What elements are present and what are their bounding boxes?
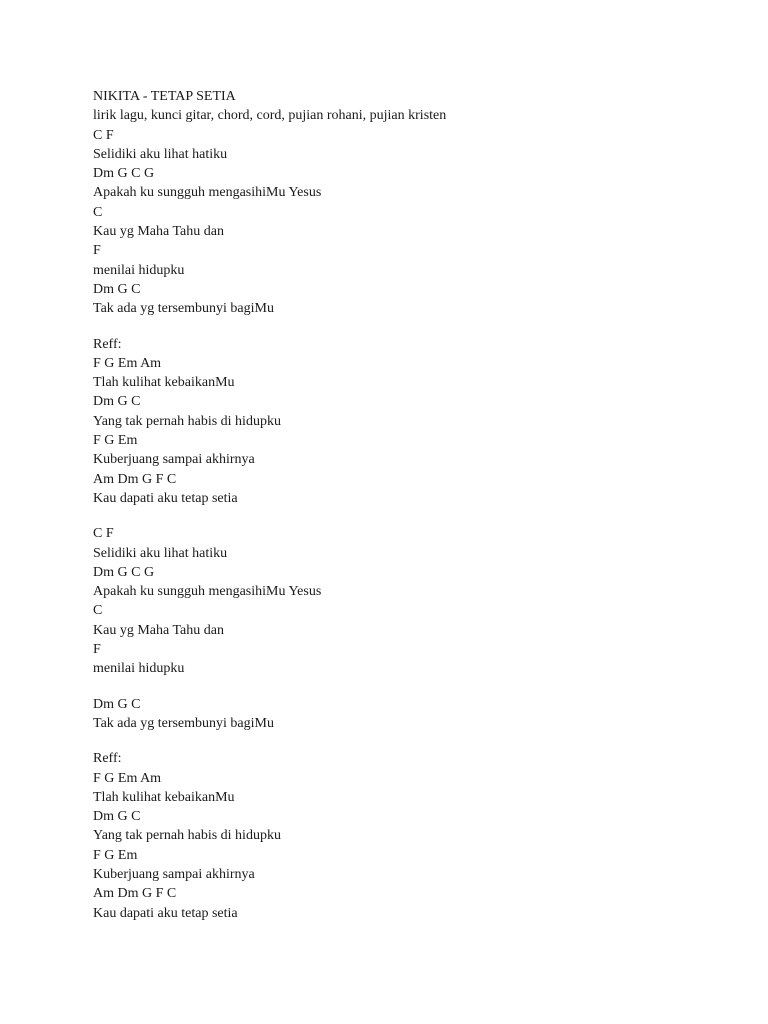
spacer (93, 733, 748, 749)
chord-line: F G Em Am (93, 770, 162, 786)
lyric-line: Kuberjuang sampai akhirnya (93, 452, 255, 468)
chord-line: Dm G C G (93, 564, 155, 580)
verse-1 (93, 126, 748, 319)
document-page (93, 87, 748, 923)
spacer (93, 679, 748, 695)
lyric-line: Selidiki aku lihat hatiku (93, 146, 228, 162)
chord-line: F G Em Am (93, 355, 162, 371)
chord-line: F (93, 243, 101, 259)
chord-line: Dm G C (93, 281, 141, 297)
chord-line: Am Dm G F C (93, 886, 177, 902)
song-title: NIKITA - TETAP SETIA (93, 89, 236, 104)
chord-line: Dm G C (93, 809, 141, 825)
chord-line: Dm G C (93, 394, 141, 410)
lyric-line: Tak ada yg tersembunyi bagiMu (93, 715, 274, 731)
lyric-line: Tlah kulihat kebaikanMu (93, 375, 235, 391)
chord-line: C F (93, 526, 114, 542)
verse-2-end (93, 695, 748, 734)
chord-line: Am Dm G F C (93, 471, 177, 487)
verse-2 (93, 524, 748, 678)
spacer (93, 319, 748, 335)
lyric-line: Apakah ku sungguh mengasihiMu Yesus (93, 185, 322, 201)
section-label: Reff: (93, 336, 122, 352)
lyric-line: Kau yg Maha Tahu dan (93, 622, 224, 638)
reff-1 (93, 335, 748, 509)
lyric-line: Kau dapati aku tetap setia (93, 905, 238, 921)
lyric-line: Tlah kulihat kebaikanMu (93, 789, 235, 805)
chord-line: F (93, 642, 101, 658)
lyric-line: Selidiki aku lihat hatiku (93, 545, 228, 561)
chord-line: Dm G C G (93, 166, 155, 182)
spacer (93, 508, 748, 524)
lyric-line: Kau yg Maha Tahu dan (93, 224, 224, 240)
song-subtitle: lirik lagu, kunci gitar, chord, cord, pujian rohani, pujian kristen (93, 108, 447, 124)
chord-line: Dm G C (93, 696, 141, 712)
lyric-line: Kuberjuang sampai akhirnya (93, 866, 255, 882)
reff-2 (93, 749, 748, 923)
lyric-line: Kau dapati aku tetap setia (93, 490, 238, 506)
lyric-line: menilai hidupku (93, 661, 185, 677)
chord-line: C (93, 603, 103, 619)
lyric-line: Apakah ku sungguh mengasihiMu Yesus (93, 584, 322, 600)
chord-line: C F (93, 127, 114, 143)
chord-line: F G Em (93, 433, 138, 449)
chord-line: C (93, 204, 103, 220)
section-label: Reff: (93, 751, 122, 767)
lyric-line: Yang tak pernah habis di hidupku (93, 413, 281, 429)
chord-line: F G Em (93, 847, 138, 863)
lyric-line: Yang tak pernah habis di hidupku (93, 828, 281, 844)
lyric-line: Tak ada yg tersembunyi bagiMu (93, 301, 274, 317)
lyric-line: menilai hidupku (93, 262, 185, 278)
